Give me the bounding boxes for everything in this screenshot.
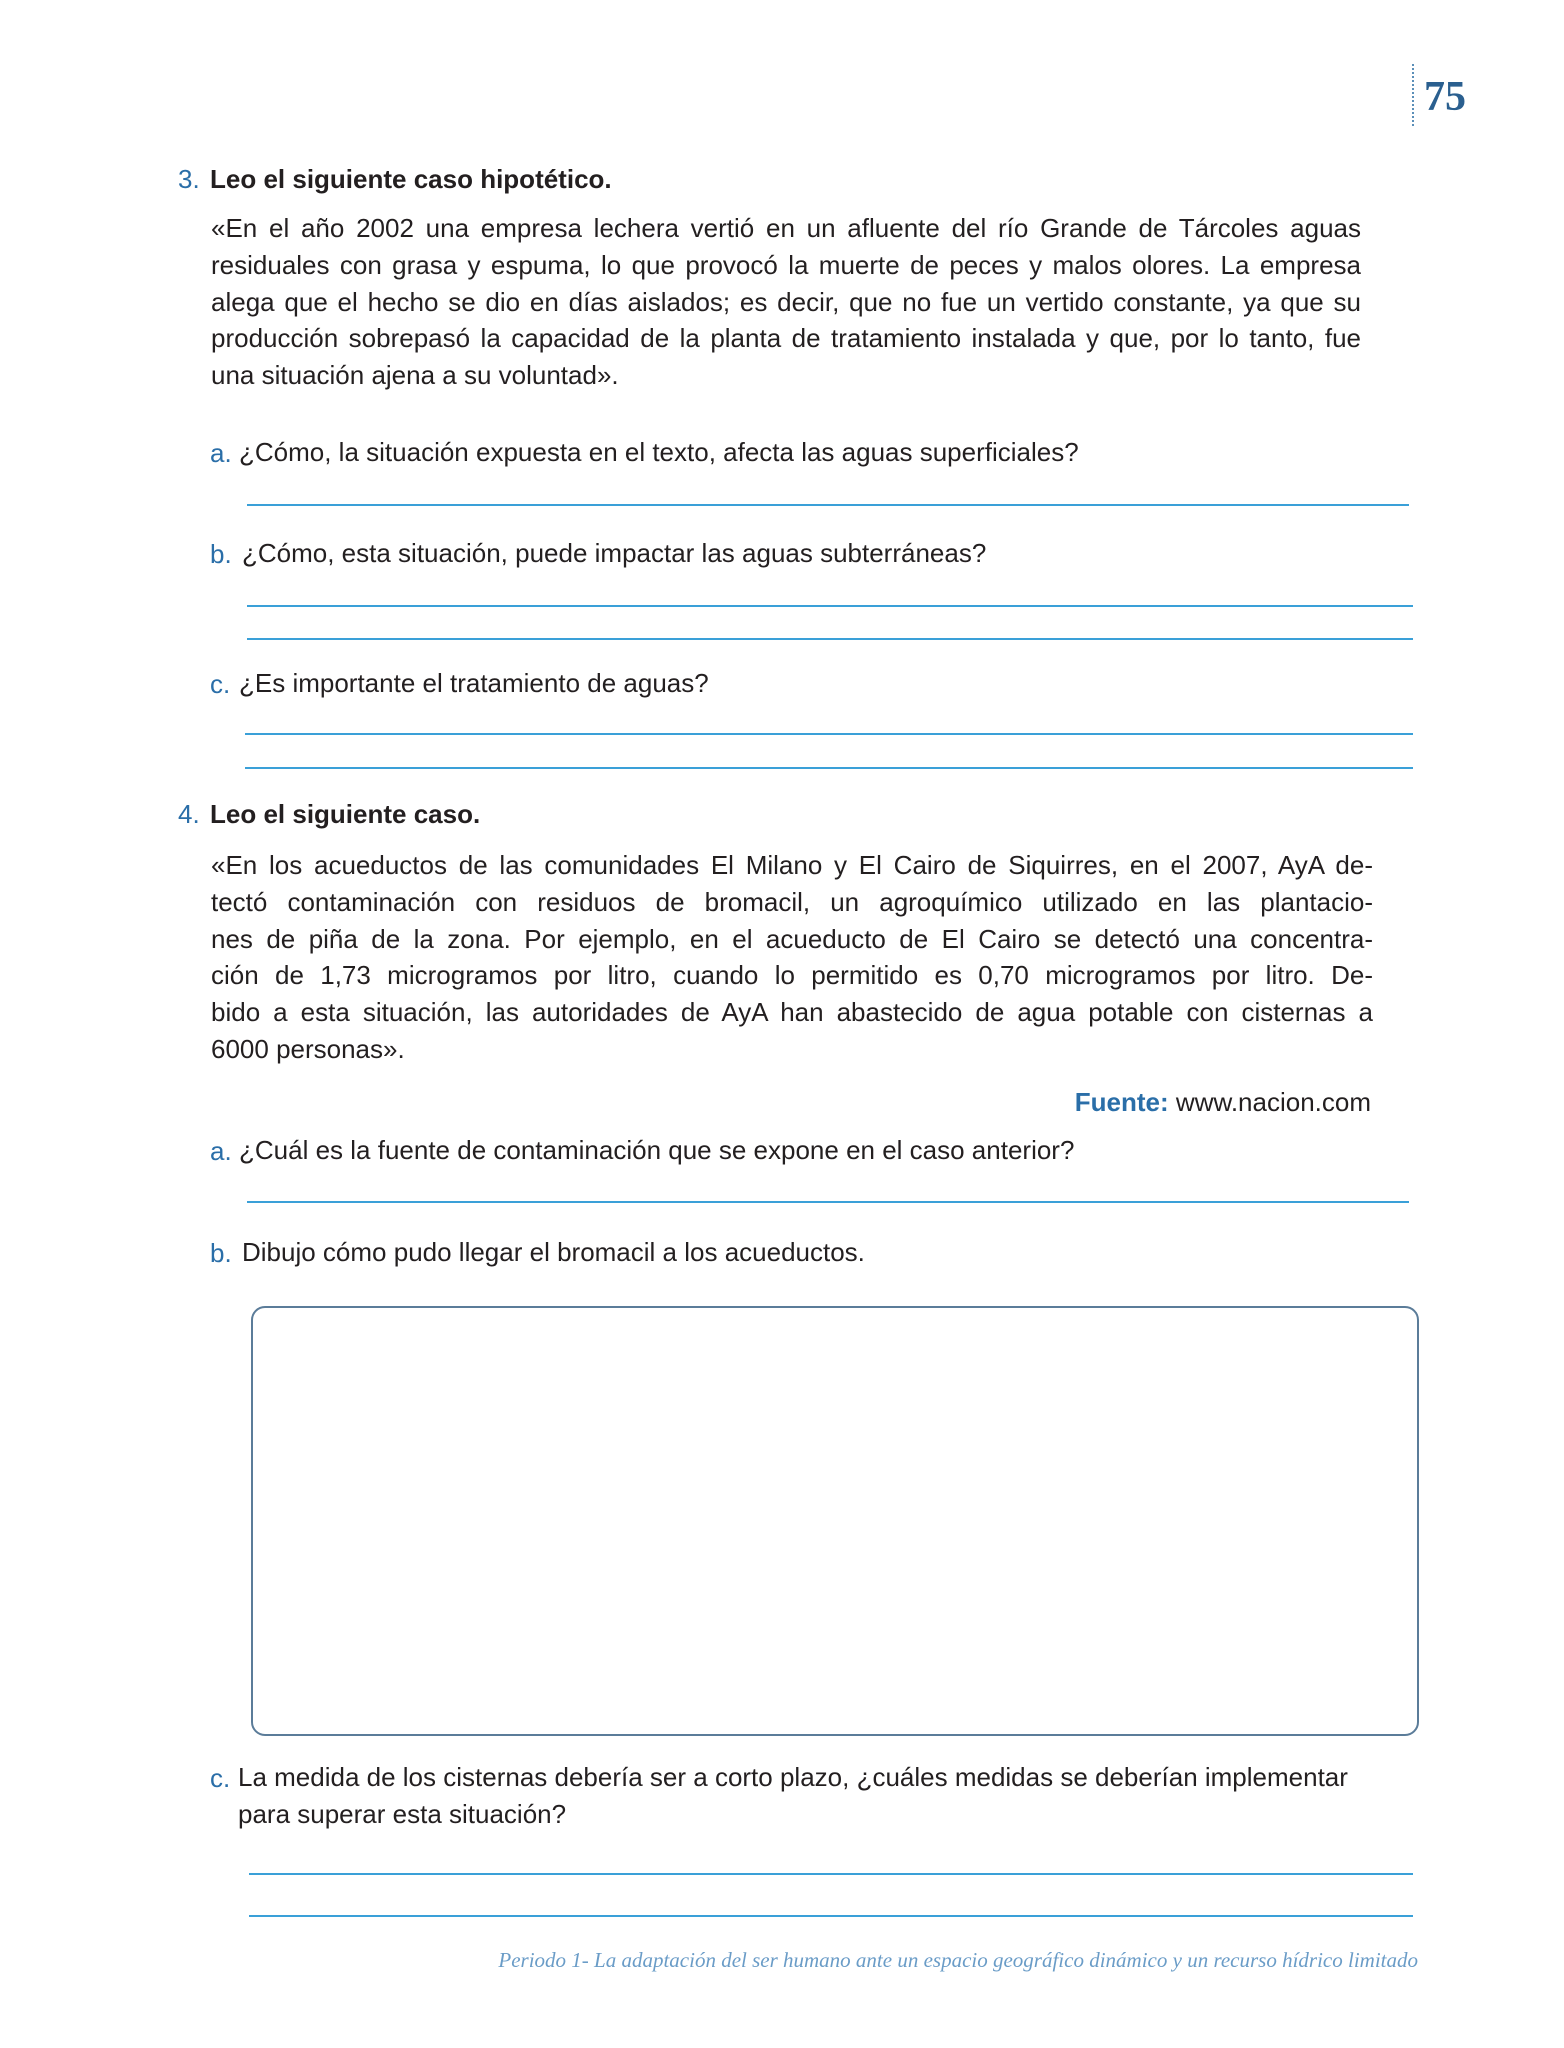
question-3-number: 3. xyxy=(178,164,200,194)
quote-line: «En los acueductos de las comunidades El Milano y El Cairo de Siquirres, en el 2007, AyA de- xyxy=(211,850,1373,880)
drawing-area[interactable] xyxy=(251,1306,1419,1736)
quote-line: 6000 personas». xyxy=(211,1033,405,1064)
quote-line: tectó contaminación con residuos de bromacil, un agroquímico utilizado en las plantacio- xyxy=(211,886,1373,917)
q4b-question: Dibujo cómo pudo llegar el bromacil a los acueductos. xyxy=(242,1237,865,1267)
q4a-answer-line[interactable] xyxy=(247,1201,1409,1203)
q3a-answer-line[interactable] xyxy=(247,504,1409,506)
q4c-question-line-1: La medida de los cisternas debería ser a corto plazo, ¿cuáles medidas se deberían implementar xyxy=(238,1762,1348,1792)
quote-line: residuales con grasa y espuma, lo que provocó la muerte de peces y malos olores. La empresa xyxy=(211,249,1361,280)
q3a-label: a. xyxy=(210,438,232,468)
source-citation xyxy=(1075,1089,1371,1115)
quote-line: producción sobrepasó la capacidad de la planta de tratamiento instalada y que, por lo tanto, fue xyxy=(211,323,1361,354)
q3a-question: ¿Cómo, la situación expuesta en el texto, afecta las aguas superficiales? xyxy=(239,437,1079,467)
q3c-question: ¿Es importante el tratamiento de aguas? xyxy=(239,668,709,698)
question-4-number: 4. xyxy=(178,799,200,829)
q4a-label: a. xyxy=(210,1136,232,1166)
q4a-question: ¿Cuál es la fuente de contaminación que se expone en el caso anterior? xyxy=(239,1135,1075,1165)
q3b-question: ¿Cómo, esta situación, puede impactar las aguas subterráneas? xyxy=(242,538,987,568)
source-url: www.nacion.com xyxy=(1175,1087,1371,1117)
q4b-label: b. xyxy=(210,1238,232,1268)
quote-line: alega que el hecho se dio en días aislados; es decir, que no fue un vertido constante, ya que su xyxy=(211,286,1361,317)
source-label: Fuente: xyxy=(1074,1087,1169,1117)
quote-line: «En el año 2002 una empresa lechera vertió en un afluente del río Grande de Tárcoles aguas xyxy=(211,213,1361,243)
quote-line: nes de piña de la zona. Por ejemplo, en el acueducto de El Cairo se detectó una concentra- xyxy=(211,923,1373,954)
q3b-answer-line-2[interactable] xyxy=(247,638,1413,640)
q3b-answer-line-1[interactable] xyxy=(247,605,1413,607)
quote-line: bido a esta situación, las autoridades de AyA han abastecido de agua potable con cisternas a xyxy=(211,997,1373,1028)
q3c-answer-line-2[interactable] xyxy=(245,767,1413,769)
question-4-title: Leo el siguiente caso. xyxy=(210,799,481,829)
q4c-answer-line-2[interactable] xyxy=(249,1915,1413,1917)
q4c-label: c. xyxy=(210,1763,231,1793)
question-4-quote xyxy=(211,847,1373,1068)
q3c-label: c. xyxy=(210,669,231,699)
q3c-answer-line-1[interactable] xyxy=(245,733,1413,735)
quote-line: ción de 1,73 microgramos por litro, cuando lo permitido es 0,70 microgramos por litro. De- xyxy=(211,960,1373,991)
running-footer: Periodo 1- La adaptación del ser humano ante un espacio geográfico dinámico y un recurso hídrico limitado xyxy=(498,1948,1418,1972)
page-number: 75 xyxy=(1424,74,1466,120)
question-3-quote xyxy=(211,210,1361,394)
question-3-title: Leo el siguiente caso hipotético. xyxy=(210,164,612,194)
q4c-question-line-2: para superar esta situación? xyxy=(238,1799,567,1829)
q3b-label: b. xyxy=(210,539,232,569)
q4c-answer-line-1[interactable] xyxy=(249,1873,1413,1875)
page-number-divider xyxy=(1412,64,1414,126)
quote-line: una situación ajena a su voluntad». xyxy=(211,360,619,391)
